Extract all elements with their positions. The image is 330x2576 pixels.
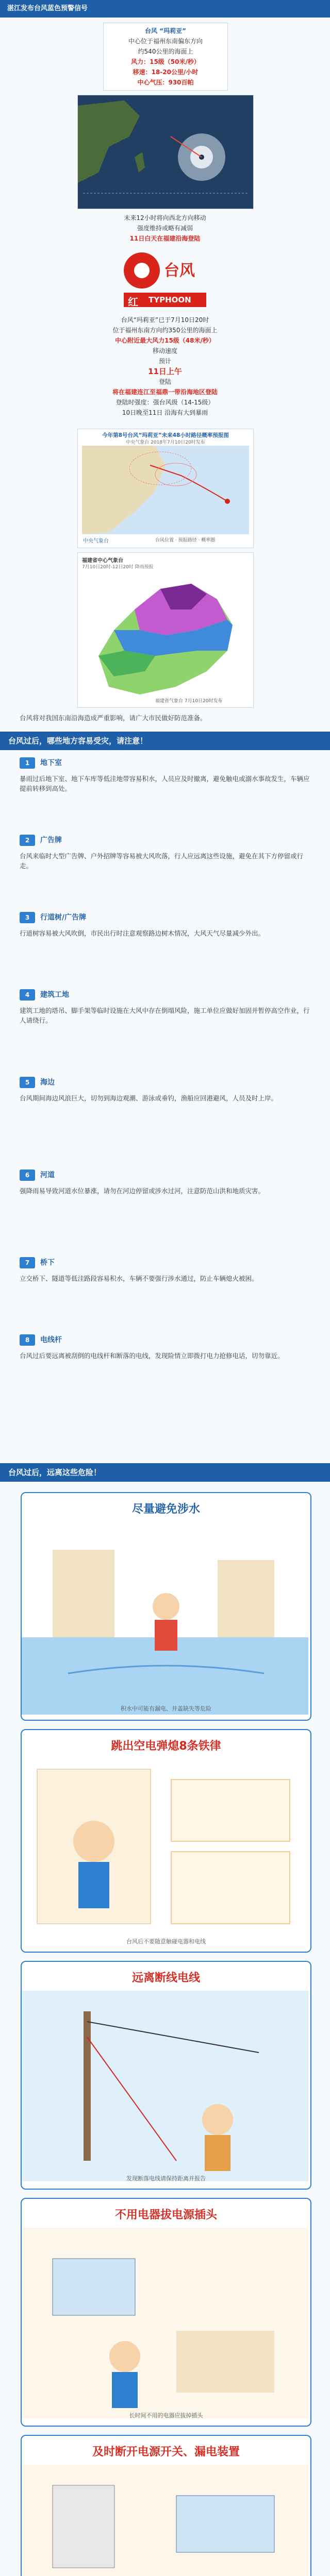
wires-illustration (22, 1991, 308, 2181)
page-title: 湛江发布台风蓝色预警信号 (7, 5, 88, 12)
item-label: 建筑工地 (40, 991, 69, 999)
header-bar (0, 0, 330, 18)
warning-line-2: 位于福州东南方向约350公里的海面上 (112, 327, 218, 334)
typhoon-speed: 移速：18-20公里/小时 (133, 69, 199, 76)
warning-line-6: 11日上午 (148, 367, 182, 376)
card-title: 尽量避免涉水 (131, 1503, 200, 1516)
safety-card-wading (21, 1492, 311, 1721)
item-text: 台风来临时大型广告牌、户外招牌等容易被大风吹落，行人应远离这些设施，避免在其下方停留或行走。 (20, 852, 304, 870)
item-text: 立交桥下、隧道等低洼路段容易积水，车辆不要强行涉水通过，防止车辆熄火被困。 (20, 1275, 258, 1282)
list-item (0, 912, 330, 989)
item-label: 桥下 (40, 1259, 55, 1267)
card-title: 跳出空电弹熄8条铁律 (111, 1740, 221, 1753)
rainfall-map-svg (78, 553, 253, 707)
typhoon-pressure: 中心气压：930百帕 (137, 79, 194, 86)
card-caption: 发现断落电线请保持距离并报告 (126, 2175, 206, 2182)
card-caption: 积水中可能有漏电、井盖缺失等危险 (121, 1705, 211, 1712)
item-number: 5 (20, 1077, 35, 1088)
warning-line-8: 将在福建连江至福鼎一带沿海地区登陆 (112, 388, 218, 396)
track-map-title: 今年第8号台风“玛莉亚”未来48小时路径概率预报图 (102, 432, 229, 438)
rainfall-map (77, 552, 254, 708)
safety-card-appliances (21, 2198, 311, 2427)
appliances-illustration (22, 2228, 308, 2418)
satellite-svg (78, 95, 253, 209)
section2-title: 台风过后，远离这些危险！ (8, 1468, 102, 1477)
track-map-footer: 中央气象台 (83, 538, 109, 544)
card-title: 不用电器拔电源插头 (114, 2209, 217, 2222)
item-text: 台风过后要远离被刮倒的电线杆和断落的电线，发现险情立即拨打电力抢修电话，切勿靠近。 (20, 1352, 284, 1360)
item-label: 海边 (40, 1078, 55, 1087)
typhoon-logo-red: 红 (128, 296, 138, 308)
section1-bar (0, 732, 330, 750)
track-map (77, 429, 254, 548)
switch-illustration (22, 2465, 308, 2576)
item-label: 行道树/广告牌 (40, 913, 87, 922)
section2-bar (0, 1463, 330, 1482)
track-map-svg (78, 429, 253, 548)
item-number: 3 (20, 912, 35, 923)
forecast-line-2: 强度维持或略有减弱 (137, 225, 193, 232)
typhoon-location: 中心位于福州东南偏东方向 (128, 38, 203, 45)
forecast-line-1: 未来12小时将向西北方向移动 (124, 214, 206, 222)
list-item (0, 989, 330, 1077)
warning-text (0, 315, 330, 423)
list-item (0, 1170, 330, 1257)
list-item (0, 1257, 330, 1334)
typhoon-forecast (0, 213, 330, 244)
warning-line-5: 预计 (158, 358, 171, 365)
typhoon-distance: 约540公里的海面上 (138, 48, 193, 55)
item-number: 2 (20, 835, 35, 846)
item-text: 强降雨易导致河道水位暴涨，请勿在河边停留或涉水过河，注意防范山洪和地质灾害。 (20, 1187, 265, 1195)
rainfall-map-title: 福建省中心气象台 (82, 558, 123, 564)
typhoon-name: 台风 “玛莉亚” (145, 27, 186, 35)
item-text: 建筑工地的塔吊、脚手架等临时设施在大风中存在倒塌风险，施工单位应做好加固并暂停高空作业，行人请绕行。 (20, 1007, 310, 1024)
item-number: 4 (20, 989, 35, 1001)
typhoon-info-panel (103, 23, 228, 91)
item-list (0, 757, 330, 1458)
warning-line-7: 登陆 (158, 378, 171, 385)
item-number: 8 (20, 1334, 35, 1346)
legend-item-position: 台风位置 (155, 538, 174, 543)
list-item (0, 757, 330, 835)
forecast-line-3: 11日白天在福建沿海登陆 (129, 235, 201, 242)
list-item (0, 1077, 330, 1170)
safety-card-rules (21, 1729, 311, 1953)
satellite-image (77, 95, 254, 209)
typhoon-wind: 风力：15级（50米/秒） (131, 58, 200, 65)
track-map-legend: 台风位置 · 预报路径 · 概率圈 (155, 538, 216, 543)
legend-item-circle: 概率圈 (201, 538, 216, 543)
rules-illustration (22, 1759, 308, 1944)
rainfall-map-caption: 福建省气象台 7月10日20时发布 (155, 699, 223, 704)
item-text: 暴雨过后地下室、地下车库等低洼地带容易积水，人员应及时撤离，避免触电或溺水事故发生，车辆应提前转移到高处。 (20, 775, 310, 792)
warning-line-10: 10日晚至11日 沿海有大到暴雨 (122, 409, 208, 416)
item-text: 行道树容易被大风吹倒，市民出行时注意观察路边树木情况，大风天气尽量减少外出。 (20, 929, 265, 937)
warning-line-4: 移动速度 (152, 347, 177, 354)
list-item (0, 835, 330, 912)
item-number: 7 (20, 1257, 35, 1268)
item-label: 广告牌 (40, 836, 62, 844)
safety-card-switch (21, 2435, 311, 2576)
wading-illustration (22, 1519, 308, 1715)
rainfall-map-subtitle: 7月10日20时-12日20时 降雨预报 (82, 565, 154, 570)
warning-line-9: 登陆时强度：强台风级（14-15级） (116, 399, 214, 406)
typhoon-logo (124, 252, 206, 309)
item-label: 电线杆 (40, 1336, 62, 1344)
typhoon-logo-title: 台风 (164, 262, 195, 280)
typhoon-logo-badge (124, 293, 206, 307)
item-number: 6 (20, 1170, 35, 1181)
warning-line-3: 中心附近最大风力15级（48米/秒） (115, 337, 215, 344)
card-caption: 长时间不用的电器应拔掉插头 (129, 2412, 203, 2419)
item-number: 1 (20, 757, 35, 769)
warning-line-1: 台风“玛莉亚”已于7月10日20时 (121, 316, 209, 324)
intro-text: 台风将对我国东南沿海造成严重影响，请广大市民做好防范准备。 (20, 714, 207, 722)
card-title: 及时断开电源开关、漏电装置 (92, 2446, 240, 2459)
item-text: 台风期间海边风浪巨大，切勿到海边观潮、游泳或垂钓，渔船应回港避风，人员及时上岸。 (20, 1094, 278, 1102)
typhoon-logo-swirl-inner (134, 263, 150, 278)
item-label: 河道 (40, 1171, 55, 1179)
card-title: 远离断线电线 (131, 1972, 200, 1985)
item-label: 地下室 (40, 759, 62, 767)
legend-item-path: 预报路径 (178, 538, 197, 543)
card-caption: 台风后不要随意触碰电器和电线 (126, 1938, 206, 1945)
list-item (0, 1334, 330, 1437)
safety-card-wires (21, 1961, 311, 2190)
typhoon-logo-en: TYPHOON (148, 295, 191, 304)
section1-title: 台风过后，哪些地方容易受灾，请注意！ (8, 736, 148, 745)
track-map-subtitle: 中央气象台 2018年7月10日20时发布 (126, 440, 205, 445)
